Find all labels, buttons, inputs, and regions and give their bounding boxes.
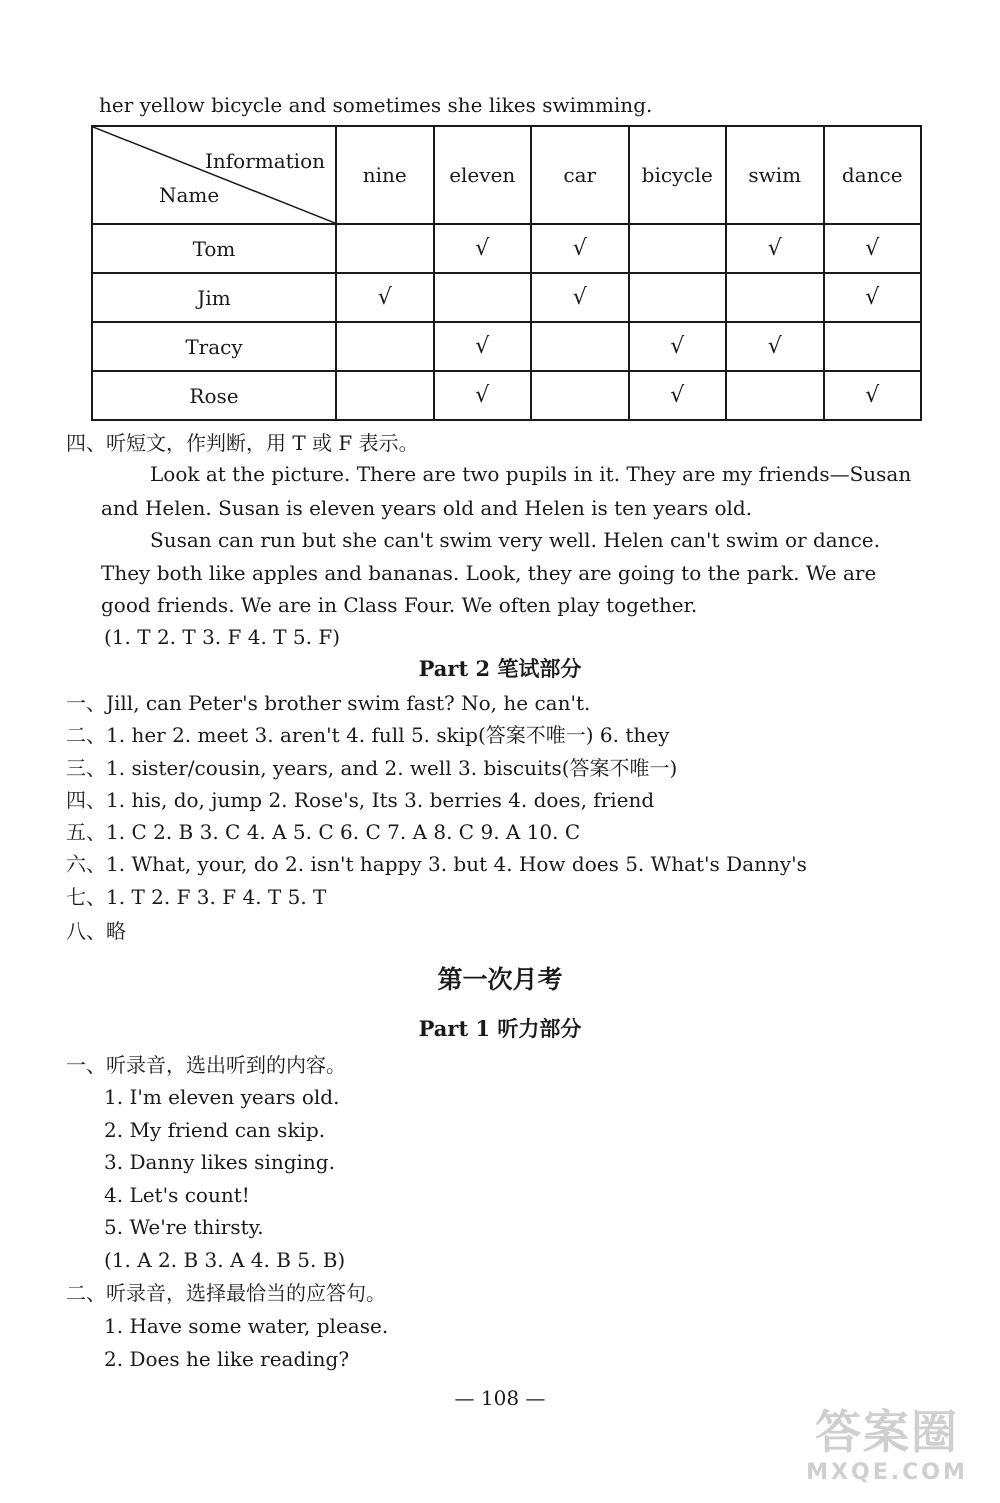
check-cell <box>336 371 434 420</box>
listening-item: 5. We're thirsty. <box>104 1215 264 1239</box>
section-four-title: 四、听短文，作判断，用 T 或 F 表示。 <box>66 431 419 455</box>
check-cell: √ <box>824 371 922 420</box>
check-cell <box>824 322 922 371</box>
intro-line: her yellow bicycle and sometimes she likes swimming. <box>99 93 653 117</box>
answer-line: 七、1. T 2. F 3. F 4. T 5. T <box>66 885 327 909</box>
column-header: swim <box>726 126 824 224</box>
answer-line: 三、1. sister/cousin, years, and 2. well 3. biscuits(答案不唯一) <box>66 756 678 780</box>
table-row <box>92 224 921 273</box>
watermark-logo <box>782 1405 992 1497</box>
column-header: nine <box>336 126 434 224</box>
row-name-cell: Jim <box>92 273 336 322</box>
row-name-cell: Rose <box>92 371 336 420</box>
check-cell: √ <box>629 322 727 371</box>
question-one-title: 一、听录音，选出听到的内容。 <box>66 1053 346 1077</box>
part2-heading: Part 2 笔试部分 <box>418 656 582 681</box>
check-cell <box>726 273 824 322</box>
listening-item: 2. Does he like reading? <box>104 1347 350 1371</box>
passage-line: Look at the picture. There are two pupils in it. They are my friends—Susan <box>150 462 912 486</box>
header-name-label: Name <box>159 183 220 207</box>
check-cell: √ <box>531 224 629 273</box>
column-header: car <box>531 126 629 224</box>
watermark-bottom-text: MXQE.COM <box>806 1460 968 1485</box>
answer-line: 二、1. her 2. meet 3. aren't 4. full 5. skip(答案不唯一) 6. they <box>66 723 670 747</box>
check-cell <box>531 371 629 420</box>
answer-line: 六、1. What, your, do 2. isn't happy 3. but 4. How does 5. What's Danny's <box>66 852 807 876</box>
check-cell: √ <box>824 273 922 322</box>
watermark-top-text: 答案圈 <box>815 1405 959 1459</box>
check-cell: √ <box>629 371 727 420</box>
passage-line: Susan can run but she can't swim very well. Helen can't swim or dance. <box>150 528 880 552</box>
listening-item: 3. Danny likes singing. <box>104 1150 335 1174</box>
table-row <box>92 322 921 371</box>
part1-heading: Part 1 听力部分 <box>418 1016 582 1041</box>
page-number: — 108 — <box>454 1386 546 1410</box>
check-cell: √ <box>434 371 532 420</box>
question-two-title: 二、听录音，选择最恰当的应答句。 <box>66 1281 386 1305</box>
check-cell: √ <box>531 273 629 322</box>
row-name-cell: Tracy <box>92 322 336 371</box>
listening-item: 2. My friend can skip. <box>104 1118 326 1142</box>
column-header: dance <box>824 126 922 224</box>
passage-line: They both like apples and bananas. Look, they are going to the park. We are <box>101 561 877 585</box>
information-table <box>91 125 922 421</box>
question-one-answers: (1. A 2. B 3. A 4. B 5. B) <box>104 1248 346 1272</box>
check-cell <box>726 371 824 420</box>
check-cell <box>531 322 629 371</box>
listening-item: 4. Let's count! <box>104 1183 250 1207</box>
check-cell: √ <box>824 224 922 273</box>
table-row <box>92 273 921 322</box>
header-information-label: Information <box>204 149 325 173</box>
listening-item: 1. I'm eleven years old. <box>104 1085 340 1109</box>
diagonal-header-cell <box>92 126 336 224</box>
check-cell: √ <box>434 224 532 273</box>
check-cell <box>336 224 434 273</box>
passage-line: and Helen. Susan is eleven years old and Helen is ten years old. <box>101 496 753 520</box>
listening-item: 1. Have some water, please. <box>104 1314 389 1338</box>
answer-line: 一、Jill, can Peter's brother swim fast? No, he can't. <box>66 691 591 715</box>
answer-line: 四、1. his, do, jump 2. Rose's, Its 3. berries 4. does, friend <box>66 788 655 812</box>
answer-line: 五、1. C 2. B 3. C 4. A 5. C 6. C 7. A 8. C 9. A 10. C <box>66 820 581 844</box>
check-cell <box>336 322 434 371</box>
check-cell: √ <box>726 224 824 273</box>
check-cell: √ <box>434 322 532 371</box>
check-cell <box>629 273 727 322</box>
check-cell: √ <box>336 273 434 322</box>
answer-line: 八、略 <box>66 919 126 943</box>
column-header: eleven <box>434 126 532 224</box>
check-cell: √ <box>726 322 824 371</box>
check-cell <box>434 273 532 322</box>
check-cell <box>629 224 727 273</box>
row-name-cell: Tom <box>92 224 336 273</box>
diagonal-line <box>93 127 335 223</box>
column-header: bicycle <box>629 126 727 224</box>
section-four-answers: (1. T 2. T 3. F 4. T 5. F) <box>104 625 341 649</box>
table-row <box>92 371 921 420</box>
passage-line: good friends. We are in Class Four. We often play together. <box>101 593 698 617</box>
exam-title: 第一次月考 <box>437 965 563 994</box>
